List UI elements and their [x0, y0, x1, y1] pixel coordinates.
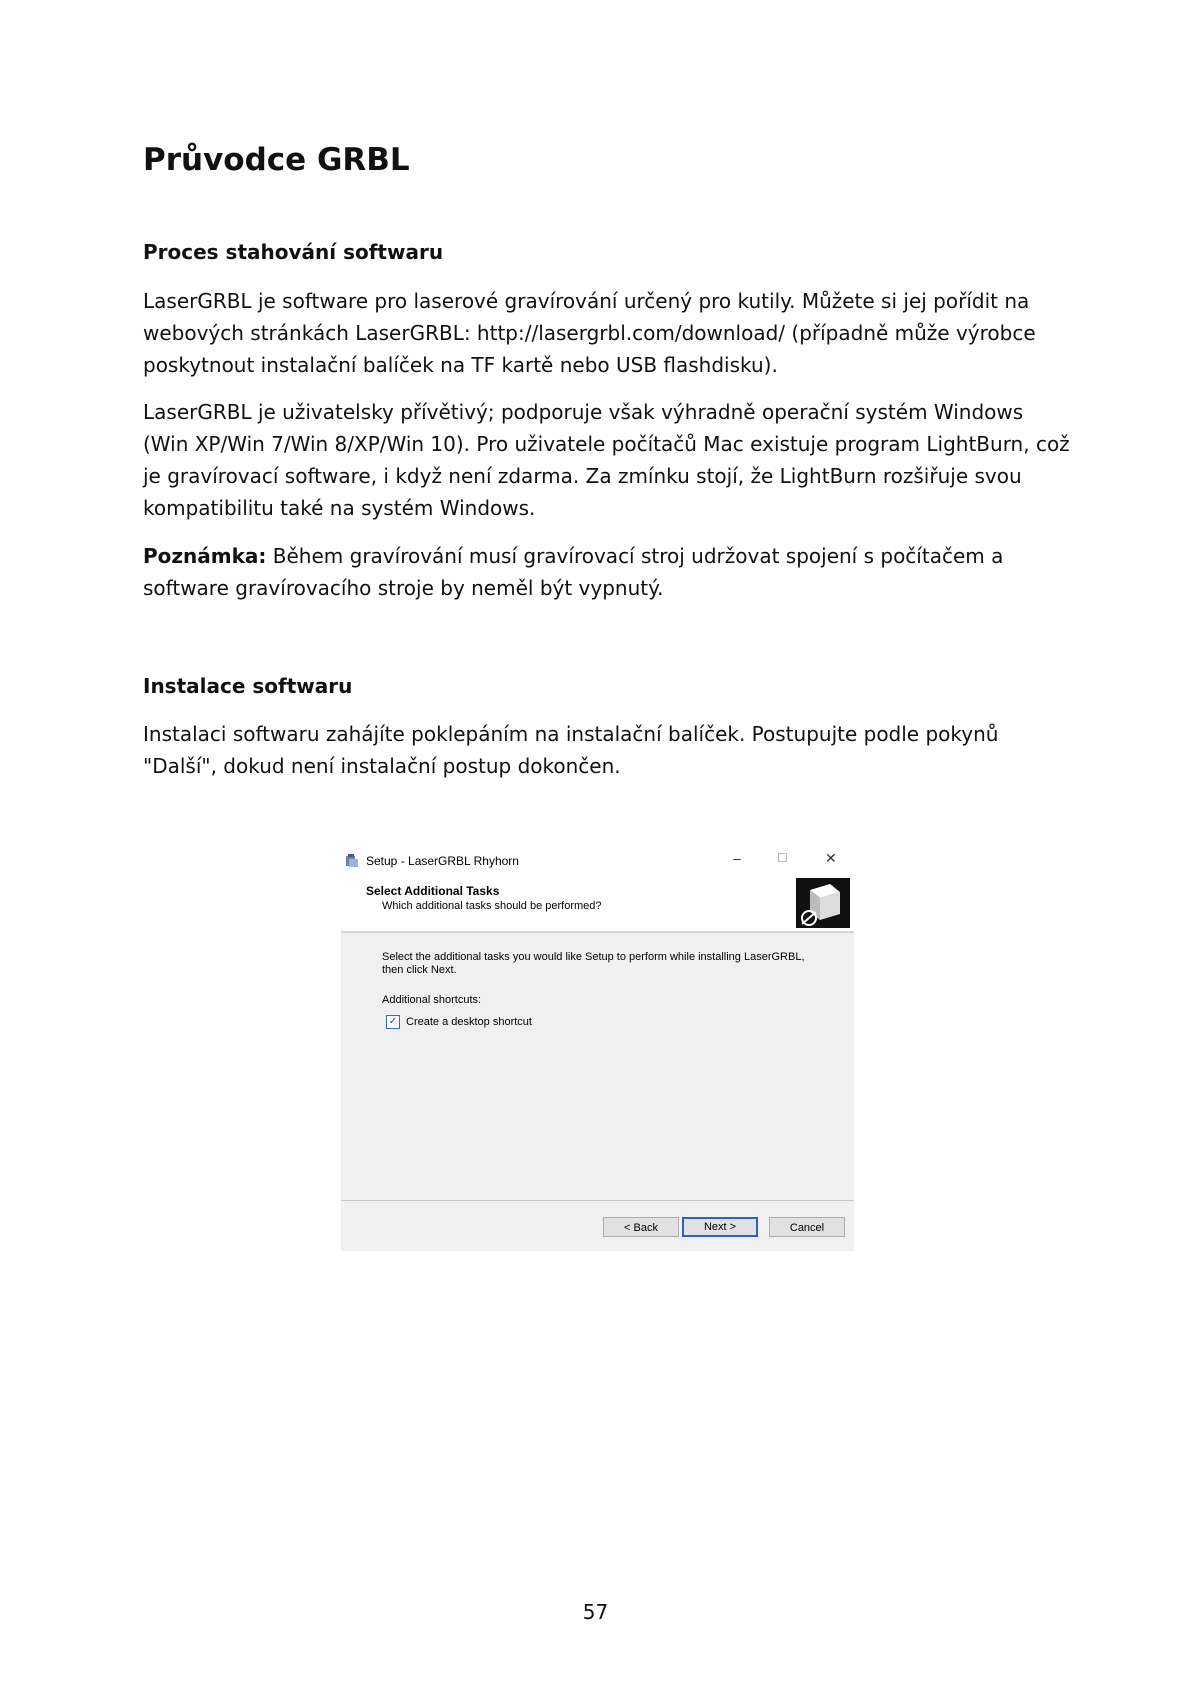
- note-text: Během gravírování musí gravírovací stroj udržovat spojení s počítačem a software gravírovacího stroje by neměl být vypnutý.: [143, 544, 1004, 600]
- maximize-icon[interactable]: ☐: [777, 851, 788, 865]
- close-icon[interactable]: ✕: [825, 850, 837, 866]
- dialog-header-title: Select Additional Tasks: [366, 884, 500, 898]
- dialog-header-subtitle: Which additional tasks should be performed?: [382, 900, 602, 912]
- note-label: Poznámka:: [143, 544, 267, 568]
- paragraph-download-info: LaserGRBL je software pro laserové gravírování určený pro kutily. Můžete si jej pořídit na webových stránkách LaserGRBL: http://lasergrbl.com/download/ (případně může výrobce poskytnout instalační balíček na TF kartě nebo USB flashdisku).: [143, 289, 1036, 377]
- setup-app-icon: [345, 854, 359, 868]
- lasergrbl-logo-icon: [796, 878, 850, 928]
- paragraph-install: Instalaci softwaru zahájíte poklepáním na instalační balíček. Postupujte podle pokynů "Další", dokud není instalační postup dokončen.: [143, 722, 999, 778]
- dialog-header-panel: [341, 875, 854, 933]
- next-button[interactable]: Next >: [682, 1217, 758, 1237]
- minimize-icon[interactable]: –: [733, 850, 741, 866]
- back-button[interactable]: < Back: [603, 1217, 679, 1237]
- section-heading-install: Instalace softwaru: [143, 674, 353, 698]
- desktop-shortcut-checkbox[interactable]: [386, 1015, 400, 1029]
- footer-divider: [341, 1200, 854, 1201]
- checkmark-icon: ✓: [388, 1016, 398, 1027]
- page-title: Průvodce GRBL: [143, 142, 410, 178]
- paragraph-compatibility: LaserGRBL je uživatelsky přívětivý; podporuje však výhradně operační systém Windows (Win XP/Win 7/Win 8/XP/Win 10). Pro uživatele počítačů Mac existuje program LightBurn, což je gravírovací software, i když není zdarma. Za zmínku stojí, že LightBurn rozšiřuje svou kompatibilitu také na systém Windows.: [143, 400, 1070, 520]
- dialog-instructions: Select the additional tasks you would like Setup to perform while installing LaserGRBL, then click Next.: [382, 951, 805, 976]
- section-heading-download: Proces stahování softwaru: [143, 240, 444, 264]
- desktop-shortcut-label[interactable]: Create a desktop shortcut: [406, 1016, 532, 1028]
- page-number: 57: [582, 1600, 609, 1624]
- dialog-window-title: Setup - LaserGRBL Rhyhorn: [366, 854, 519, 868]
- desktop-shortcut-option[interactable]: [386, 1015, 532, 1029]
- note-paragraph: [143, 540, 1073, 604]
- setup-dialog-screenshot: [341, 845, 854, 1251]
- cancel-button[interactable]: Cancel: [769, 1217, 845, 1237]
- dialog-titlebar: [341, 845, 854, 875]
- additional-shortcuts-label: Additional shortcuts:: [382, 994, 482, 1006]
